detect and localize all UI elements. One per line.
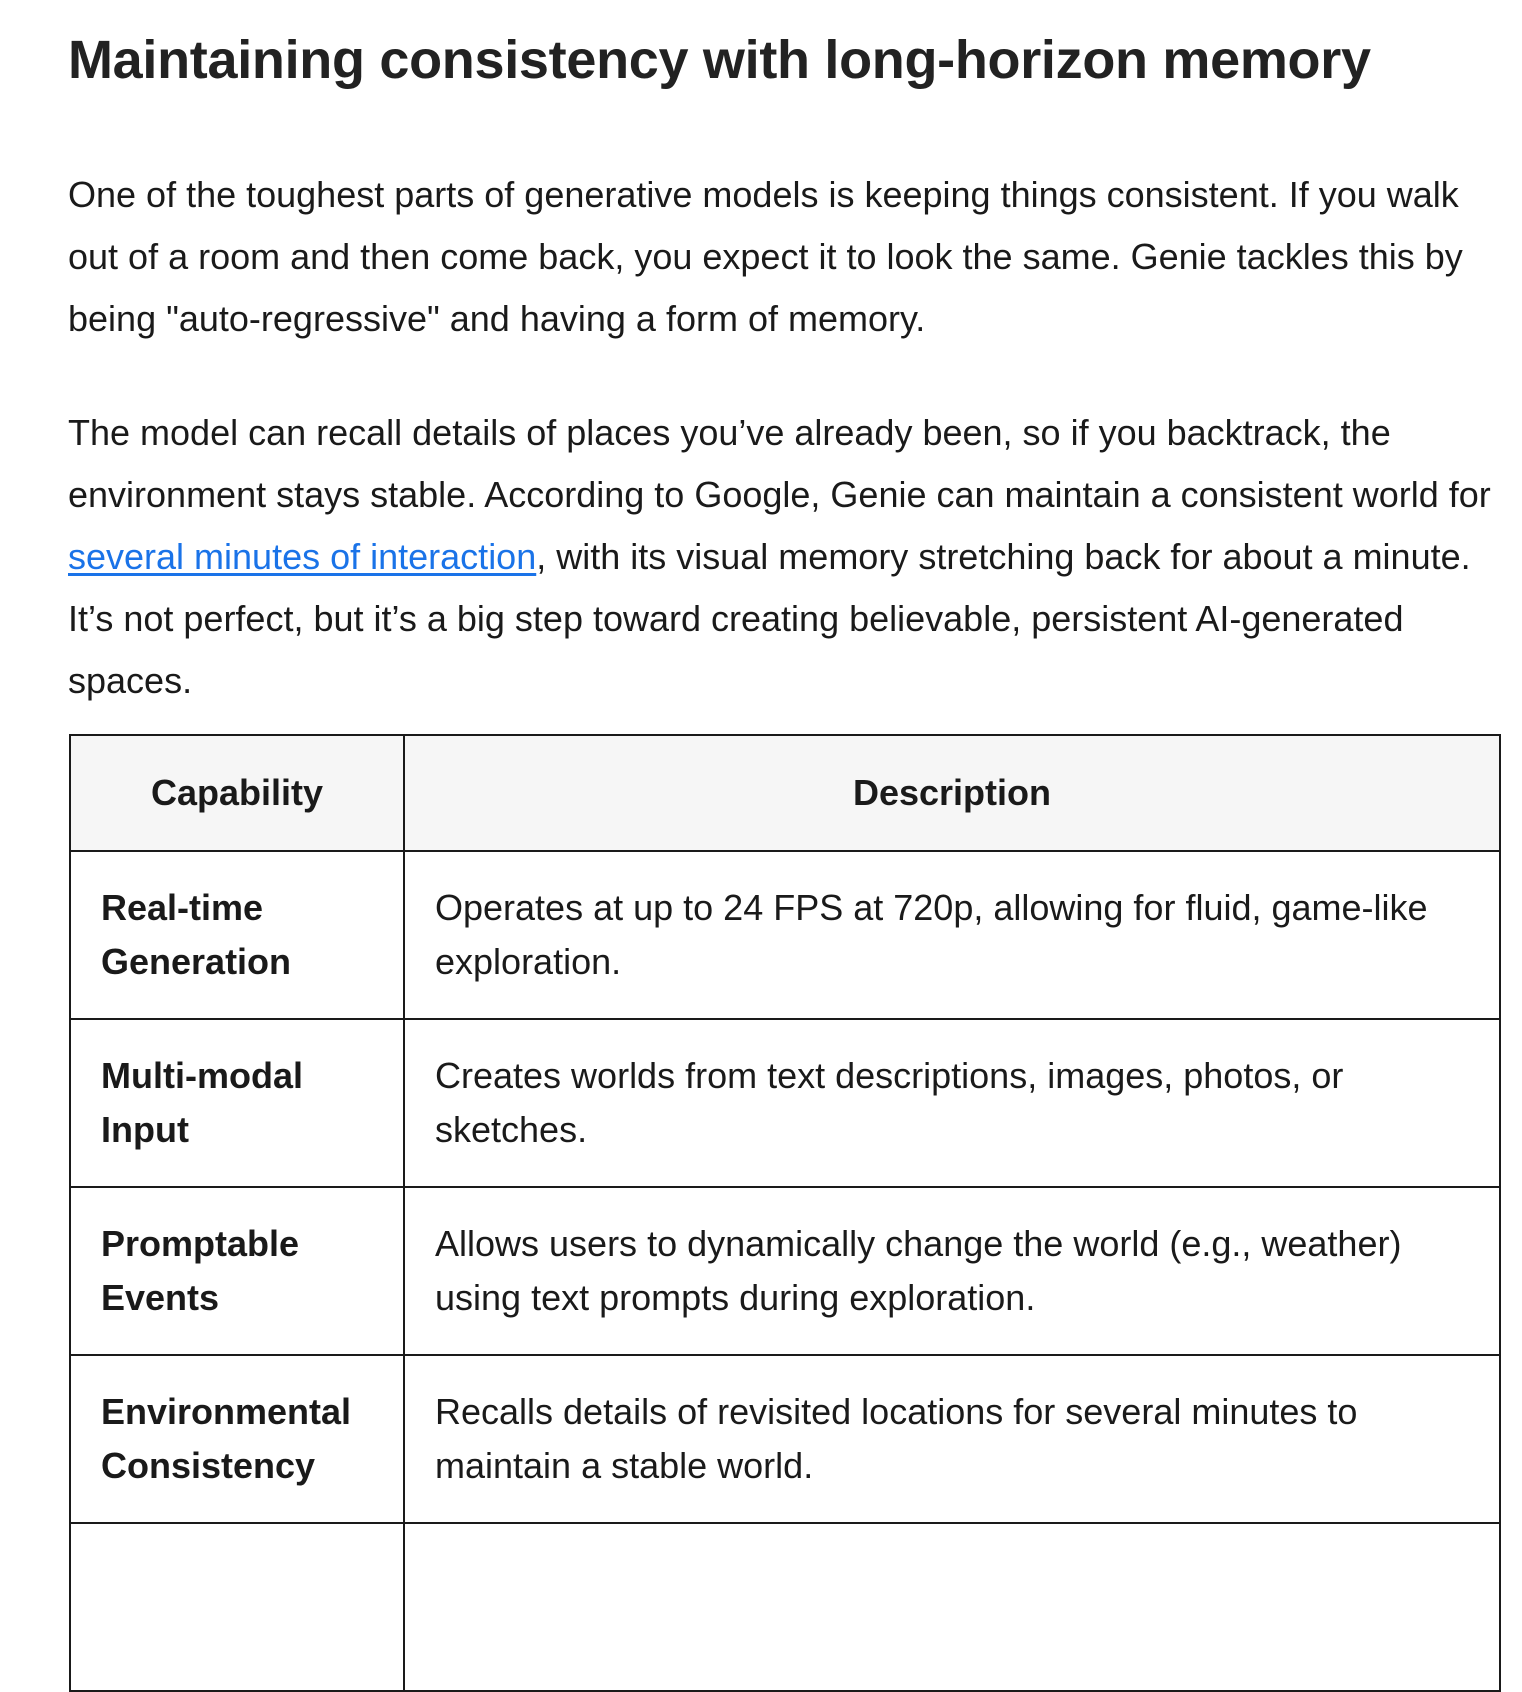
table-row [70, 1187, 1500, 1355]
description-cell: Creates worlds from text descriptions, images, photos, or sketches. [404, 1019, 1500, 1187]
paragraph-intro: One of the toughest parts of generative models is keeping things consistent. If you walk out of a room and then come back, you expect it to look the same. Genie tackles this by being "auto-regressive" and having a form of memory. [68, 174, 1463, 339]
article [68, 0, 1500, 1486]
capabilities-table [69, 734, 1501, 1692]
header-capability: Capability [70, 735, 404, 851]
table-header-row [70, 735, 1500, 851]
paragraph-memory [68, 402, 1500, 712]
capability-cell: Environmental Consistency [70, 1355, 404, 1523]
section-heading: Maintaining consistency with long-horizon memory [68, 30, 1371, 90]
table-row [70, 1019, 1500, 1187]
table-row [70, 1523, 1500, 1691]
capability-cell [70, 1523, 404, 1691]
interaction-minutes-link[interactable]: several minutes of interaction [68, 536, 537, 577]
capability-cell: Real-time Generation [70, 851, 404, 1019]
table-row [70, 851, 1500, 1019]
paragraph-memory-text-after: , with its visual memory stretching back for about a minute. It’s not perfect, but it’s a big step toward creating believable, persistent AI-generated spaces. [68, 536, 1471, 701]
description-cell: Allows users to dynamically change the world (e.g., weather) using text prompts during exploration. [404, 1187, 1500, 1355]
capability-cell: Promptable Events [70, 1187, 404, 1355]
header-description: Description [404, 735, 1500, 851]
description-cell: Operates at up to 24 FPS at 720p, allowing for fluid, game-like exploration. [404, 851, 1500, 1019]
description-cell: Recalls details of revisited locations for several minutes to maintain a stable world. [404, 1355, 1500, 1523]
table-row [70, 1355, 1500, 1523]
description-cell [404, 1523, 1500, 1691]
capability-cell: Multi-modal Input [70, 1019, 404, 1187]
paragraph-memory-text-before: The model can recall details of places you’ve already been, so if you backtrack, the environment stays stable. According to Google, Genie can maintain a consistent world for [68, 412, 1491, 515]
